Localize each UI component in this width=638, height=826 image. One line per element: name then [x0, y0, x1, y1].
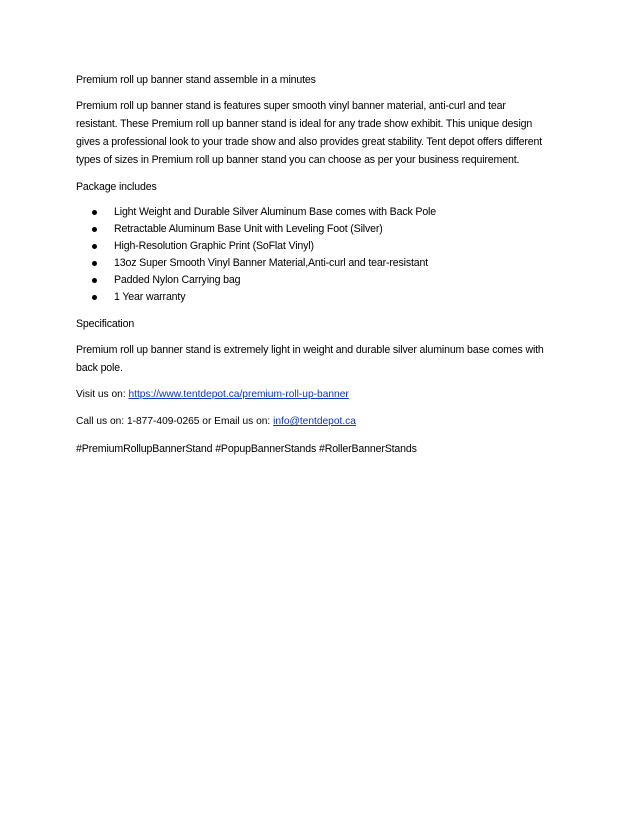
- hashtags-line: #PremiumRollupBannerStand #PopupBannerStands #RollerBannerStands: [76, 443, 417, 455]
- specification-heading: Specification: [76, 318, 135, 330]
- visit-line: [76, 386, 566, 404]
- list-item: [76, 272, 566, 289]
- list-item: [76, 221, 566, 238]
- intro-paragraph: [76, 97, 566, 169]
- list-item: [76, 255, 566, 272]
- bullet-icon: [92, 278, 97, 283]
- list-item-text: 1 Year warranty: [114, 291, 186, 303]
- list-item-text: Light Weight and Durable Silver Aluminum Base comes with Back Pole: [114, 206, 437, 218]
- visit-label: Visit us on:: [76, 389, 129, 400]
- list-item-text: High-Resolution Graphic Print (SoFlat Vinyl): [114, 240, 314, 252]
- document-body: [76, 71, 566, 466]
- visit-link[interactable]: https://www.tentdepot.ca/premium-roll-up-banner: [128, 389, 349, 400]
- intro-line: gives a professional look to your trade show and also provides great stability. Tent depot offers different: [76, 136, 543, 148]
- specification-line: back pole.: [76, 362, 123, 374]
- package-list: [76, 204, 566, 306]
- package-heading: Package includes: [76, 181, 157, 193]
- intro-line: Premium roll up banner stand is features super smooth vinyl banner material, anti-curl and tear: [76, 100, 506, 112]
- list-item-text: 13oz Super Smooth Vinyl Banner Material,Anti-curl and tear-resistant: [114, 257, 429, 269]
- bullet-icon: [92, 295, 97, 300]
- list-item: [76, 289, 566, 306]
- bullet-icon: [92, 261, 97, 266]
- list-item: [76, 238, 566, 255]
- intro-line: resistant. These Premium roll up banner stand is ideal for any trade show exhibit. This unique design: [76, 118, 533, 130]
- call-label: Call us on: 1-877-409-0265 or Email us on:: [76, 416, 274, 427]
- list-item-text: Padded Nylon Carrying bag: [114, 274, 241, 286]
- list-item-text: Retractable Aluminum Base Unit with Leveling Foot (Silver): [114, 223, 383, 235]
- specification-paragraph: [76, 341, 566, 377]
- list-item: [76, 204, 566, 221]
- contact-line: [76, 413, 566, 431]
- intro-line: types of sizes in Premium roll up banner stand you can choose as per your business requirement.: [76, 154, 520, 166]
- bullet-icon: [92, 244, 97, 249]
- bullet-icon: [92, 210, 97, 215]
- document-title: Premium roll up banner stand assemble in a minutes: [76, 74, 316, 86]
- email-link[interactable]: info@tentdepot.ca: [273, 416, 356, 427]
- specification-line: Premium roll up banner stand is extremely light in weight and durable silver aluminum base comes with: [76, 344, 544, 356]
- bullet-icon: [92, 227, 97, 232]
